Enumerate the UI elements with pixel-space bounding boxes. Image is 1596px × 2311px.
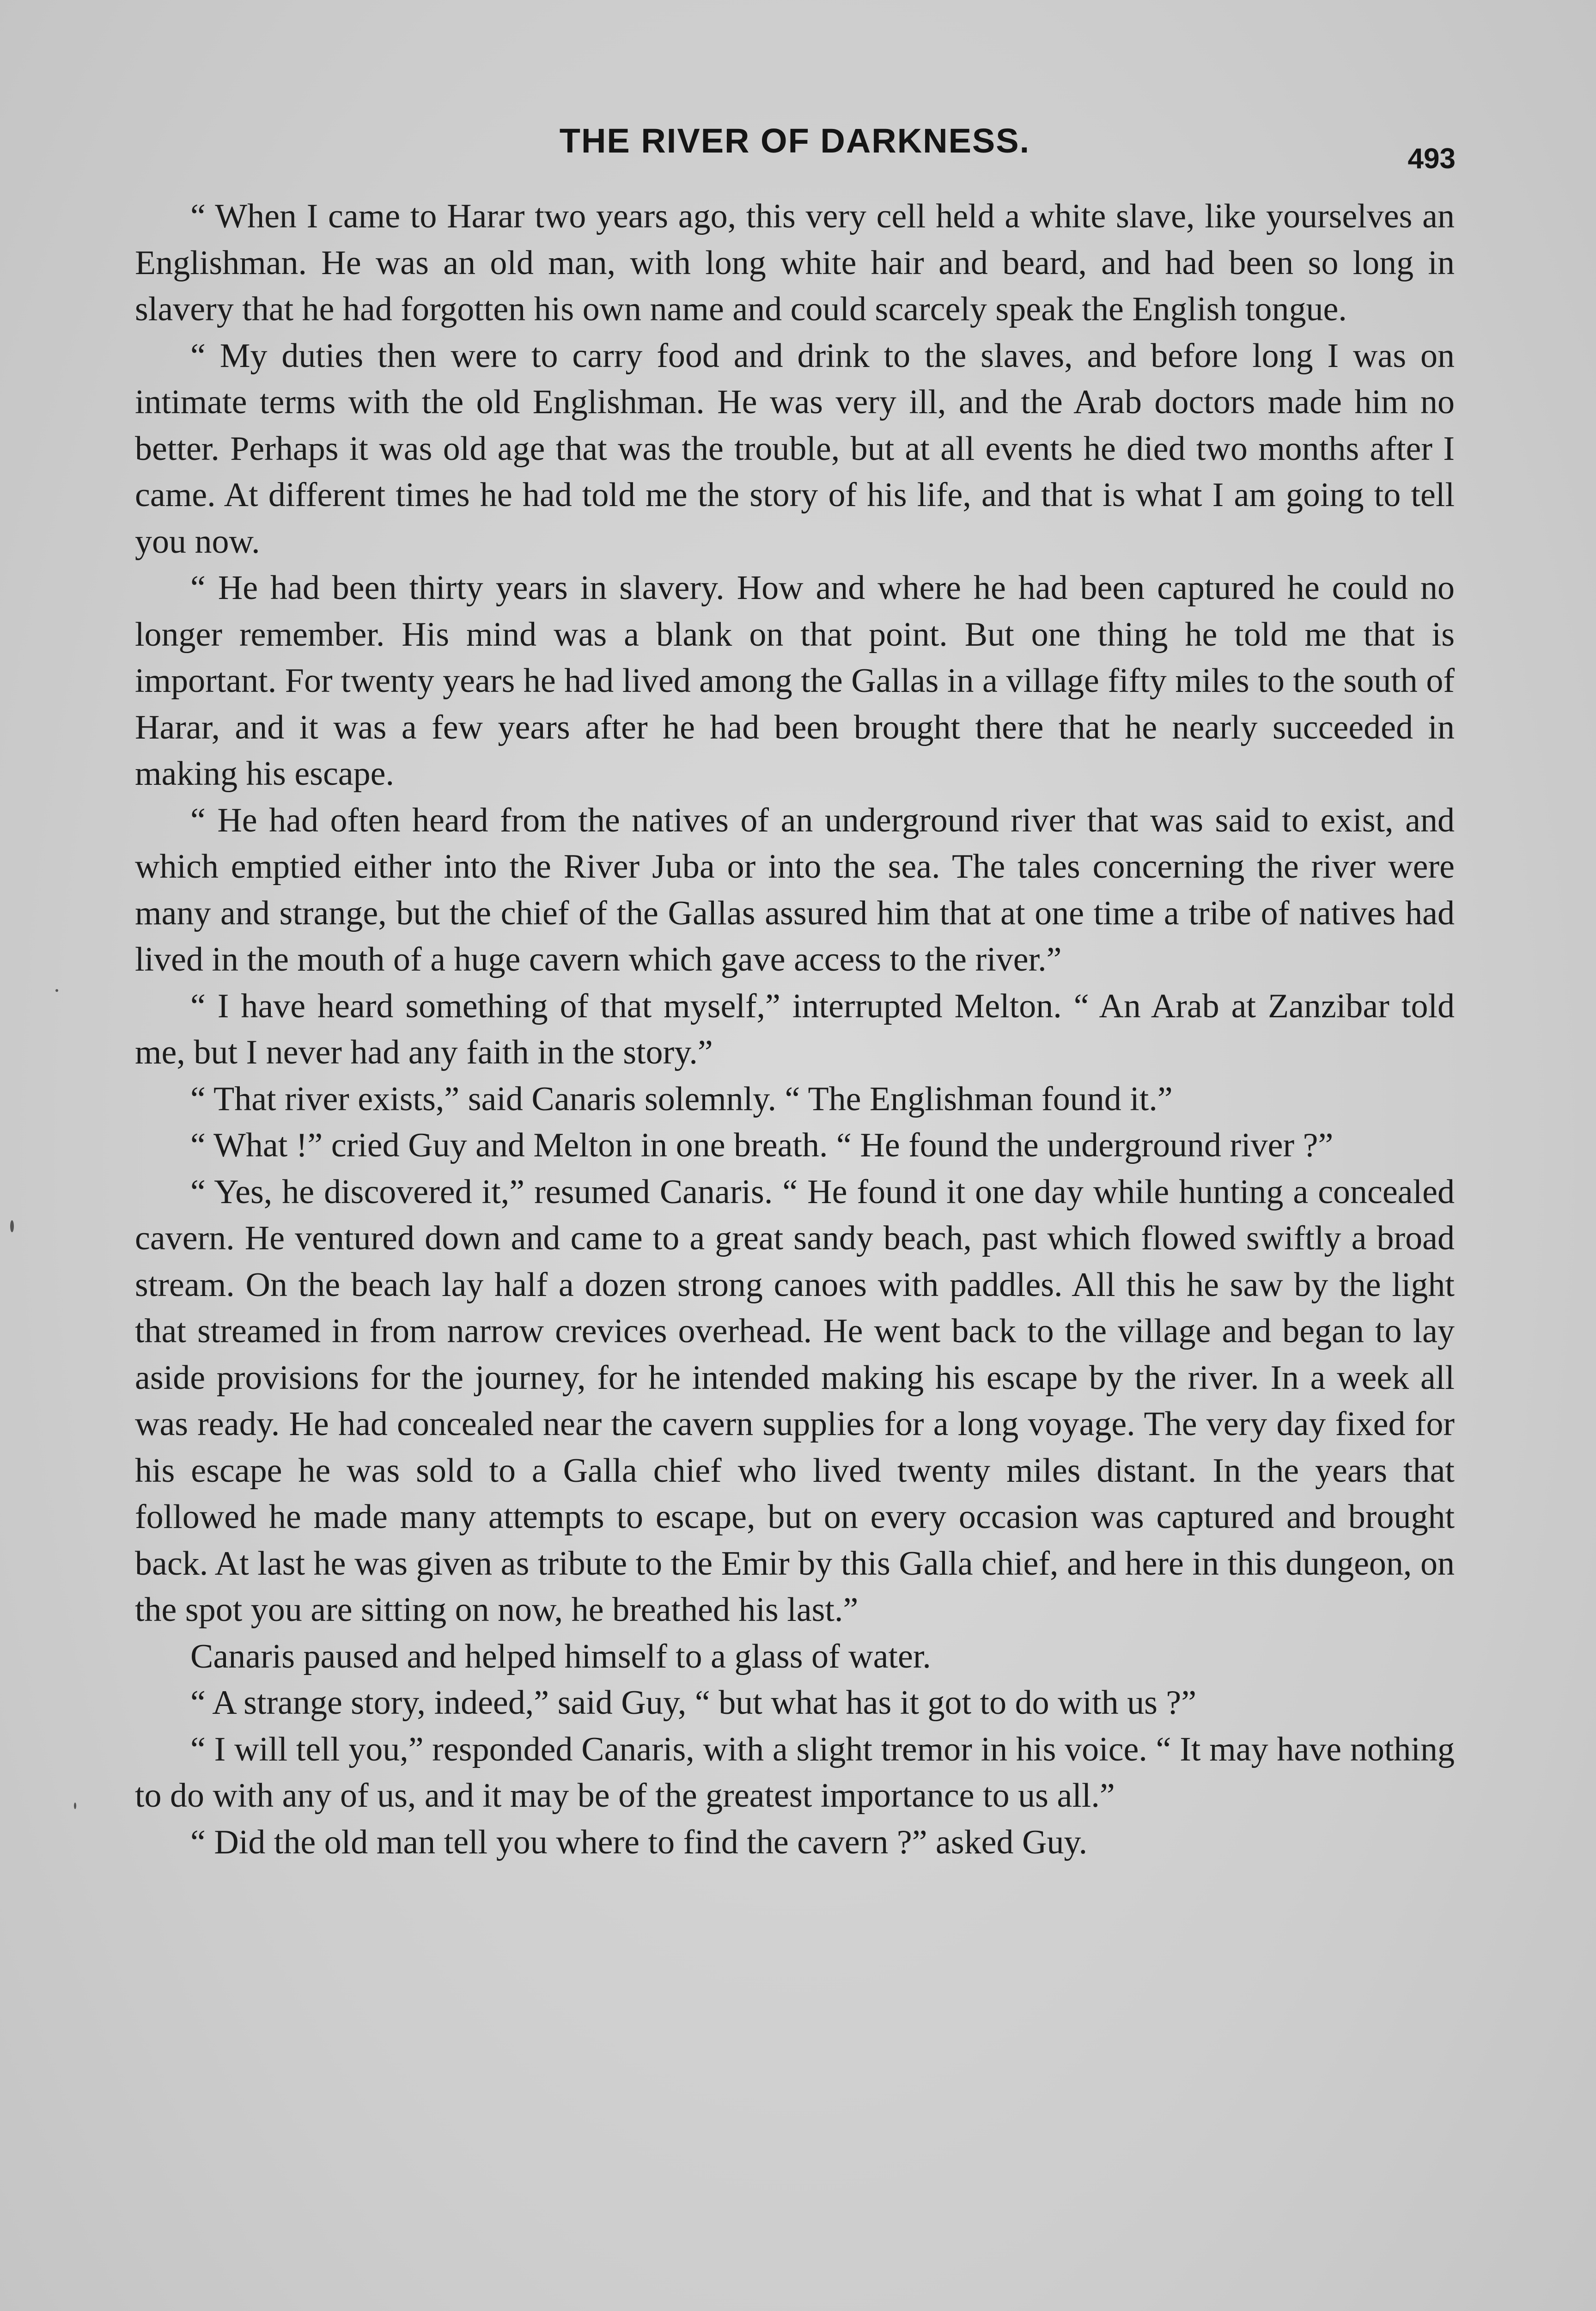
paper-speck bbox=[10, 1220, 14, 1232]
paper-speck bbox=[74, 1803, 76, 1809]
paragraph: “ A strange story, indeed,” said Guy, “ but what has it got to do with us ?” bbox=[190, 1684, 1197, 1722]
page-header bbox=[134, 121, 1456, 175]
paragraph: “ He had often heard from the natives of an underground river that was said to exist, and which emptied either into the River Juba or into the sea. The tales concerning the river were many and strange, but the chief of the Gallas assured him that at one time a tribe of natives had lived in the mouth of a huge cavern which gave access to the river.” bbox=[135, 801, 1455, 978]
paragraph: “ Yes, he discovered it,” resumed Canaris. “ He found it one day while hunting a concealed cavern. He ventured down and came to a great sandy beach, past which flowed swiftly a broad stream. On the beach lay half a dozen strong canoes with paddles. All this he saw by the light that streamed in from narrow crevices overhead. He went back to the village and began to lay aside provisions for the journey, for he intended making his escape by the river. In a week all was ready. He had concealed near the cavern supplies for a long voyage. The very day fixed for his escape he was sold to a Galla chief who lived twenty miles distant. In the years that followed he made many attempts to escape, but on every occasion was captured and brought back. At last he was given as tribute to the Emir by this Galla chief, and here in this dungeon, on the spot you are sitting on now, he breathed his last.” bbox=[135, 1173, 1455, 1629]
body-text bbox=[135, 193, 1455, 1865]
paper-speck bbox=[55, 989, 58, 992]
paragraph: Canaris paused and helped himself to a glass of water. bbox=[190, 1637, 931, 1675]
paragraph: “ My duties then were to carry food and drink to the slaves, and before long I was on intimate terms with the old Englishman. He was very ill, and the Arab doctors made him no better. Perhaps it was old age that was the trouble, but at all events he died two months after I came. At different times he had told me the story of his life, and that is what I am going to tell you now. bbox=[135, 336, 1455, 561]
page-number: 493 bbox=[1407, 143, 1456, 175]
paragraph: “ I have heard something of that myself,” interrupted Melton. “ An Arab at Zanzibar told me, but I never had any faith in the story.” bbox=[135, 987, 1455, 1071]
paragraph: “ He had been thirty years in slavery. How and where he had been captured he could no longer remember. His mind was a blank on that point. But one thing he told me that is important. For twenty years he had lived among the Gallas in a village fifty miles to the south of Harar, and it was a few years after he had been brought there that he nearly succeeded in making his escape. bbox=[135, 569, 1455, 793]
paragraph: “ That river exists,” said Canaris solemnly. “ The Englishman found it.” bbox=[190, 1080, 1173, 1118]
paragraph: “ I will tell you,” responded Canaris, with a slight tremor in his voice. “ It may have nothing to do with any of us, and it may be of the greatest importance to us all.” bbox=[135, 1730, 1455, 1815]
paragraph: “ When I came to Harar two years ago, this very cell held a white slave, like yourselves an Englishman. He was an old man, with long white hair and beard, and had been so long in slavery that he had forgotten his own name and could scarcely speak the English tongue. bbox=[135, 197, 1455, 328]
paragraph: “ Did the old man tell you where to find the cavern ?” asked Guy. bbox=[190, 1823, 1088, 1861]
paragraph: “ What !” cried Guy and Melton in one breath. “ He found the underground river ?” bbox=[190, 1126, 1334, 1164]
running-title: THE RIVER OF DARKNESS. bbox=[559, 122, 1030, 160]
